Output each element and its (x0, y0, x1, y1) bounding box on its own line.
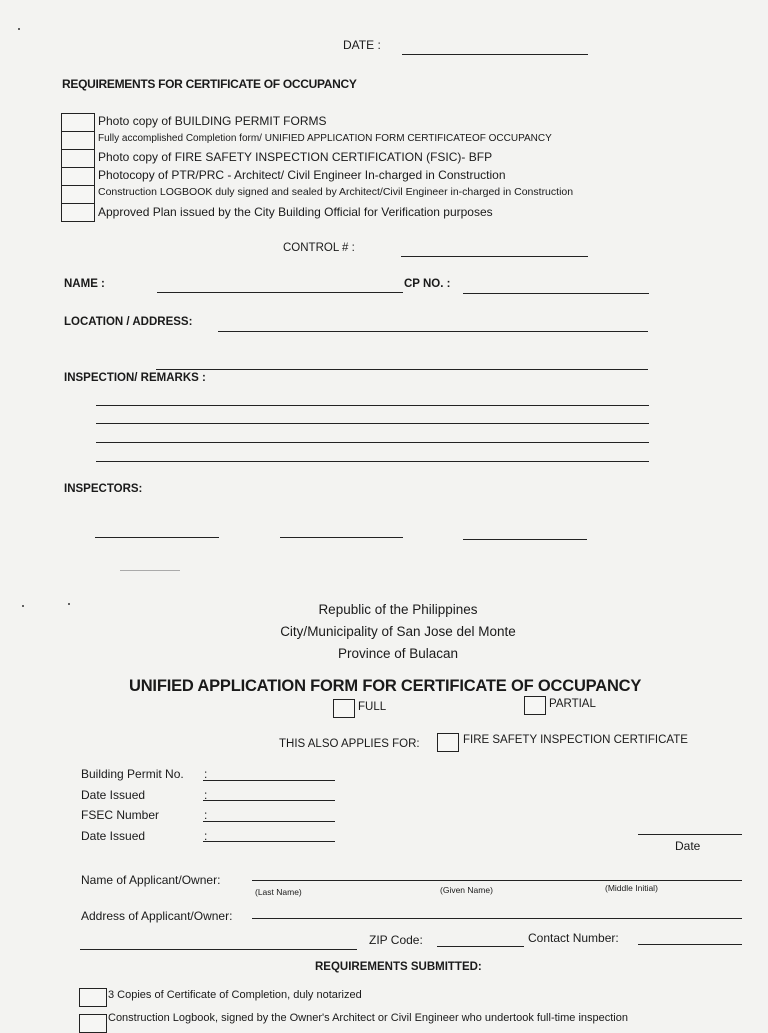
date-issued-label: Date Issued (81, 788, 146, 802)
control-label: CONTROL # : (283, 242, 355, 254)
partial-label: PARTIAL (549, 698, 596, 710)
field-separator: : (204, 788, 208, 802)
header-city: City/Municipality of San Jose del Monte (280, 624, 516, 639)
date-caption: Date (675, 839, 701, 853)
location-label: LOCATION / ADDRESS: (64, 316, 193, 328)
date-label: DATE : (343, 38, 381, 52)
remarks-label: INSPECTION/ REMARKS : (64, 372, 206, 384)
date-issued-label-2: Date Issued (81, 829, 146, 843)
building-permit-label: Building Permit No. (81, 767, 184, 781)
applicant-name-line[interactable] (252, 880, 742, 881)
zip-label: ZIP Code: (369, 933, 423, 947)
control-line[interactable] (401, 256, 588, 257)
address-line-1[interactable] (252, 918, 742, 919)
requirement-item: Construction LOGBOOK duly signed and sealed by Architect/Civil Engineer in-charged in Construction (98, 186, 574, 198)
last-name-caption: (Last Name) (255, 887, 302, 897)
field-separator: : (204, 808, 208, 822)
requirements-submitted-heading: REQUIREMENTS SUBMITTED: (315, 961, 482, 973)
inspectors-label: INSPECTORS: (64, 483, 143, 495)
date-signature-line[interactable] (638, 834, 742, 835)
requirement-item: Approved Plan issued by the City Building Official for Verification purposes (98, 205, 493, 219)
submitted-checkbox-1[interactable] (79, 988, 107, 1007)
requirements-heading: REQUIREMENTS FOR CERTIFICATE OF OCCUPANCY (62, 77, 357, 91)
contact-label: Contact Number: (528, 931, 619, 945)
requirement-item: Photo copy of BUILDING PERMIT FORMS (98, 114, 327, 128)
middle-initial-caption: (Middle Initial) (605, 883, 658, 893)
cp-label: CP NO. : (404, 278, 451, 290)
requirement-checkbox-2[interactable] (61, 131, 95, 150)
header-republic: Republic of the Philippines (318, 602, 478, 617)
requirement-checkbox-4[interactable] (61, 167, 95, 186)
scan-speck (18, 28, 20, 30)
building-permit-line[interactable] (203, 780, 335, 781)
location-line-2[interactable] (156, 369, 648, 370)
requirement-checkbox-6[interactable] (61, 203, 95, 222)
given-name-caption: (Given Name) (440, 885, 493, 895)
requirement-item: Photo copy of FIRE SAFETY INSPECTION CERTIFICATION (FSIC)- BFP (98, 150, 493, 164)
address-line-2[interactable] (80, 949, 357, 950)
form-title: UNIFIED APPLICATION FORM FOR CERTIFICATE OF OCCUPANCY (129, 677, 642, 695)
name-line[interactable] (157, 292, 403, 293)
remarks-line[interactable] (96, 423, 649, 424)
fsec-number-line[interactable] (203, 821, 335, 822)
zip-line[interactable] (437, 946, 524, 947)
submitted-item: 3 Copies of Certificate of Completion, duly notarized (108, 989, 362, 1001)
partial-checkbox[interactable] (524, 696, 546, 715)
fsec-number-label: FSEC Number (81, 808, 160, 822)
remarks-line[interactable] (96, 461, 649, 462)
full-label: FULL (358, 701, 387, 713)
inspector-signature-line[interactable] (463, 539, 587, 540)
scan-mark (120, 570, 180, 571)
name-label: NAME : (64, 278, 105, 290)
remarks-line[interactable] (96, 405, 649, 406)
location-line-1[interactable] (218, 331, 648, 332)
requirement-item: Fully accomplished Completion form/ UNIFIED APPLICATION FORM CERTIFICATEOF OCCUPANCY (98, 133, 552, 144)
requirement-checkbox-1[interactable] (61, 113, 95, 132)
field-separator: : (204, 829, 208, 843)
header-province: Province of Bulacan (337, 646, 459, 661)
submitted-item: Construction Logbook, signed by the Owner's Architect or Civil Engineer who undertook full-time inspection (108, 1012, 628, 1024)
full-checkbox[interactable] (333, 699, 355, 718)
requirement-item: Photocopy of PTR/PRC - Architect/ Civil Engineer In-charged in Construction (98, 168, 506, 182)
date-issued-line-2[interactable] (203, 841, 335, 842)
applies-label: THIS ALSO APPLIES FOR: (279, 738, 420, 750)
inspector-signature-line[interactable] (95, 537, 219, 538)
date-line[interactable] (402, 54, 588, 55)
contact-line[interactable] (638, 944, 742, 945)
address-label: Address of Applicant/Owner: (81, 909, 233, 923)
requirement-checkbox-3[interactable] (61, 149, 95, 168)
fsic-label: FIRE SAFETY INSPECTION CERTIFICATE (463, 734, 688, 746)
applicant-label: Name of Applicant/Owner: (81, 873, 221, 887)
date-issued-line[interactable] (203, 800, 335, 801)
inspector-signature-line[interactable] (280, 537, 403, 538)
fsic-checkbox[interactable] (437, 733, 459, 752)
requirement-checkbox-5[interactable] (61, 185, 95, 204)
cp-line[interactable] (463, 293, 649, 294)
remarks-line[interactable] (96, 442, 649, 443)
field-separator: : (204, 767, 208, 781)
